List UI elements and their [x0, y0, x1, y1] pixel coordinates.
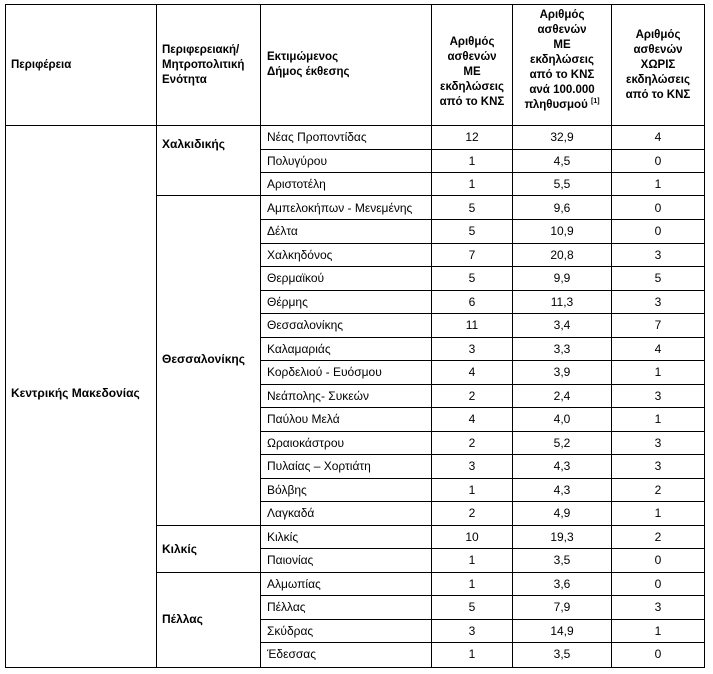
row-divider	[260, 454, 705, 455]
header-rate-line: ασθενών	[537, 24, 587, 36]
header-rate-text: πληθυσμού	[524, 99, 588, 111]
rate-cell: 3,4	[553, 318, 571, 332]
row-divider	[260, 243, 705, 244]
rate-cell: 3,5	[553, 647, 571, 661]
with-events-cell: 6	[468, 294, 476, 309]
rate-cell: 4,9	[553, 506, 571, 520]
header-with-line: από το ΚΝΣ	[439, 96, 505, 108]
with-events-cell: 3	[468, 623, 476, 638]
header-with-line: Αριθμός	[449, 36, 495, 48]
unit-name: Χαλκιδικής	[162, 137, 225, 151]
header-unit-line: Περιφερειακή/	[162, 44, 240, 56]
with-events-cell: 3	[468, 341, 476, 356]
rate-cell: 3,6	[553, 576, 571, 591]
rate-cell: 3,3	[553, 341, 571, 356]
rate-cell: 3,9	[553, 365, 571, 379]
header-rate-line: Αριθμός	[539, 9, 585, 21]
header-with-line: εκδηλώσεις	[440, 81, 504, 93]
header-municipality-line: Δήμος έκθεσης	[267, 66, 350, 78]
header-without-line: Αριθμός	[635, 29, 681, 41]
rate-cell: 5,5	[553, 177, 571, 191]
column-divider	[156, 4, 157, 668]
header-rate-line: εκδηλώσεις	[530, 54, 594, 66]
row-divider	[260, 501, 705, 502]
municipality-cell: Νεάπολης- Συκεών	[267, 388, 369, 403]
row-divider	[260, 172, 705, 173]
with-events-cell: 2	[468, 506, 476, 520]
row-divider	[260, 642, 705, 643]
rate-cell: 2,4	[553, 388, 571, 403]
without-events-cell: 0	[654, 647, 662, 661]
without-events-cell: 1	[654, 412, 662, 426]
with-events-cell: 11	[465, 318, 479, 332]
municipality-cell: Βόλβης	[267, 482, 307, 497]
row-divider	[260, 266, 705, 267]
header-region: Περιφέρεια	[11, 59, 72, 71]
row-divider	[260, 407, 705, 408]
municipality-cell: Έδεσσας	[267, 647, 316, 661]
with-events-cell: 5	[468, 224, 476, 238]
without-events-cell: 3	[654, 600, 662, 614]
municipality-cell: Παιονίας	[267, 553, 314, 567]
unit-divider	[156, 525, 705, 526]
rate-cell: 20,8	[550, 247, 574, 262]
rate-cell: 4,3	[553, 482, 571, 497]
rate-cell: 3,5	[553, 553, 571, 567]
with-events-cell: 1	[468, 647, 476, 661]
municipality-cell: Κορδελιού - Ευόσμου	[267, 365, 382, 379]
without-events-cell: 0	[654, 553, 662, 567]
header-unit-line: Ενότητα	[162, 74, 207, 86]
municipality-cell: Δέλτα	[267, 224, 298, 238]
without-events-cell: 1	[654, 623, 662, 638]
header-with-line: ΜΕ	[463, 66, 481, 78]
rate-cell: 11,3	[550, 294, 574, 309]
municipality-cell: Καλαμαριάς	[267, 341, 331, 356]
rate-cell: 9,9	[553, 271, 571, 285]
rate-cell: 9,6	[553, 200, 571, 215]
table-border-left	[5, 4, 6, 668]
municipality-cell: Παύλου Μελά	[267, 412, 340, 426]
header-rate-line: από το ΚΝΣ	[529, 69, 595, 81]
with-events-cell: 1	[468, 576, 476, 591]
without-events-cell: 0	[654, 153, 662, 168]
municipality-cell: Σκύδρας	[267, 623, 314, 638]
municipality-cell: Αλμωπίας	[267, 576, 321, 591]
rate-cell: 5,2	[553, 435, 571, 450]
row-divider	[260, 384, 705, 385]
municipality-cell: Θερμαϊκού	[267, 271, 325, 285]
with-events-cell: 5	[468, 271, 476, 285]
header-rate-line: ΜΕ	[553, 39, 571, 51]
row-divider	[260, 360, 705, 361]
row-divider	[260, 337, 705, 338]
without-events-cell: 3	[654, 459, 662, 473]
row-divider	[260, 619, 705, 620]
without-events-cell: 4	[654, 130, 662, 144]
with-events-cell: 10	[465, 529, 479, 544]
row-divider	[260, 431, 705, 432]
without-events-cell: 2	[654, 529, 662, 544]
rate-cell: 4,0	[553, 412, 571, 426]
unit-divider	[156, 572, 705, 573]
region-name: Κεντρικής Μακεδονίας	[11, 386, 140, 400]
header-municipality	[267, 50, 350, 80]
row-divider	[260, 478, 705, 479]
header-unit-line: Μητροπολιτική	[162, 59, 245, 71]
table-border-bottom	[5, 667, 705, 668]
municipality-cell: Νέας Προποντίδας	[267, 130, 367, 144]
without-events-cell: 1	[654, 365, 662, 379]
header-without-line: ΧΩΡΙΣ	[640, 59, 676, 71]
municipality-cell: Αριστοτέλη	[267, 177, 326, 191]
row-divider	[260, 313, 705, 314]
header-with-events	[432, 35, 512, 110]
with-events-cell: 4	[468, 412, 476, 426]
with-events-cell: 12	[465, 130, 479, 144]
municipality-cell: Θέρμης	[267, 294, 308, 309]
row-divider	[260, 290, 705, 291]
header-with-line: ασθενών	[447, 51, 497, 63]
row-divider	[260, 595, 705, 596]
table-border-top	[5, 4, 705, 5]
without-events-cell: 3	[654, 294, 662, 309]
with-events-cell: 2	[468, 388, 476, 403]
unit-name: Κιλκίς	[162, 542, 197, 556]
municipality-cell: Χαλκηδόνος	[267, 247, 333, 262]
with-events-cell: 1	[468, 153, 476, 168]
rate-cell: 32,9	[550, 130, 574, 144]
header-rate-line	[513, 98, 611, 113]
municipality-cell: Πυλαίας – Χορτιάτη	[267, 459, 371, 473]
row-divider	[260, 149, 705, 150]
header-without-events	[612, 28, 704, 103]
footnote-marker: [1]	[590, 98, 600, 106]
municipality-cell: Πέλλας	[267, 600, 306, 614]
with-events-cell: 1	[468, 482, 476, 497]
without-events-cell: 5	[654, 271, 662, 285]
unit-name: Θεσσαλονίκης	[162, 352, 245, 366]
with-events-cell: 5	[468, 600, 476, 614]
without-events-cell: 1	[654, 177, 662, 191]
header-without-line: ασθενών	[633, 44, 683, 56]
data-table	[5, 4, 705, 668]
without-events-cell: 2	[654, 482, 662, 497]
with-events-cell: 5	[468, 200, 476, 215]
municipality-cell: Κιλκίς	[267, 529, 299, 544]
without-events-cell: 0	[654, 576, 662, 591]
rate-cell: 14,9	[550, 623, 574, 638]
without-events-cell: 1	[654, 506, 662, 520]
municipality-cell: Θεσσαλονίκης	[267, 318, 344, 332]
unit-name: Πέλλας	[162, 612, 203, 626]
without-events-cell: 0	[654, 200, 662, 215]
municipality-cell: Πολυγύρου	[267, 153, 328, 168]
header-municipality-line: Εκτιμώμενος	[267, 51, 339, 63]
header-divider	[5, 125, 705, 126]
municipality-cell: Ωραιοκάστρου	[267, 435, 345, 450]
with-events-cell: 2	[468, 435, 476, 450]
header-without-line: εκδηλώσεις	[626, 74, 690, 86]
with-events-cell: 1	[468, 553, 476, 567]
without-events-cell: 3	[654, 388, 662, 403]
header-without-line: από το ΚΝΣ	[625, 89, 691, 101]
header-unit	[162, 43, 244, 88]
municipality-cell: Αμπελοκήπων - Μενεμένης	[267, 200, 413, 215]
with-events-cell: 3	[468, 459, 476, 473]
municipality-cell: Λαγκαδά	[267, 506, 315, 520]
row-divider	[260, 548, 705, 549]
rate-cell: 4,3	[553, 459, 571, 473]
without-events-cell: 3	[654, 435, 662, 450]
rate-cell: 4,5	[553, 153, 571, 168]
with-events-cell: 7	[468, 247, 476, 262]
unit-divider	[156, 195, 705, 196]
row-divider	[260, 219, 705, 220]
with-events-cell: 1	[468, 177, 476, 191]
header-rate	[513, 8, 611, 113]
without-events-cell: 4	[654, 341, 662, 356]
without-events-cell: 0	[654, 224, 662, 238]
rate-cell: 19,3	[550, 529, 574, 544]
without-events-cell: 3	[654, 247, 662, 262]
rate-cell: 7,9	[553, 600, 571, 614]
header-rate-line: ανά 100.000	[529, 84, 595, 96]
with-events-cell: 4	[468, 365, 476, 379]
rate-cell: 10,9	[550, 224, 574, 238]
without-events-cell: 7	[654, 318, 662, 332]
